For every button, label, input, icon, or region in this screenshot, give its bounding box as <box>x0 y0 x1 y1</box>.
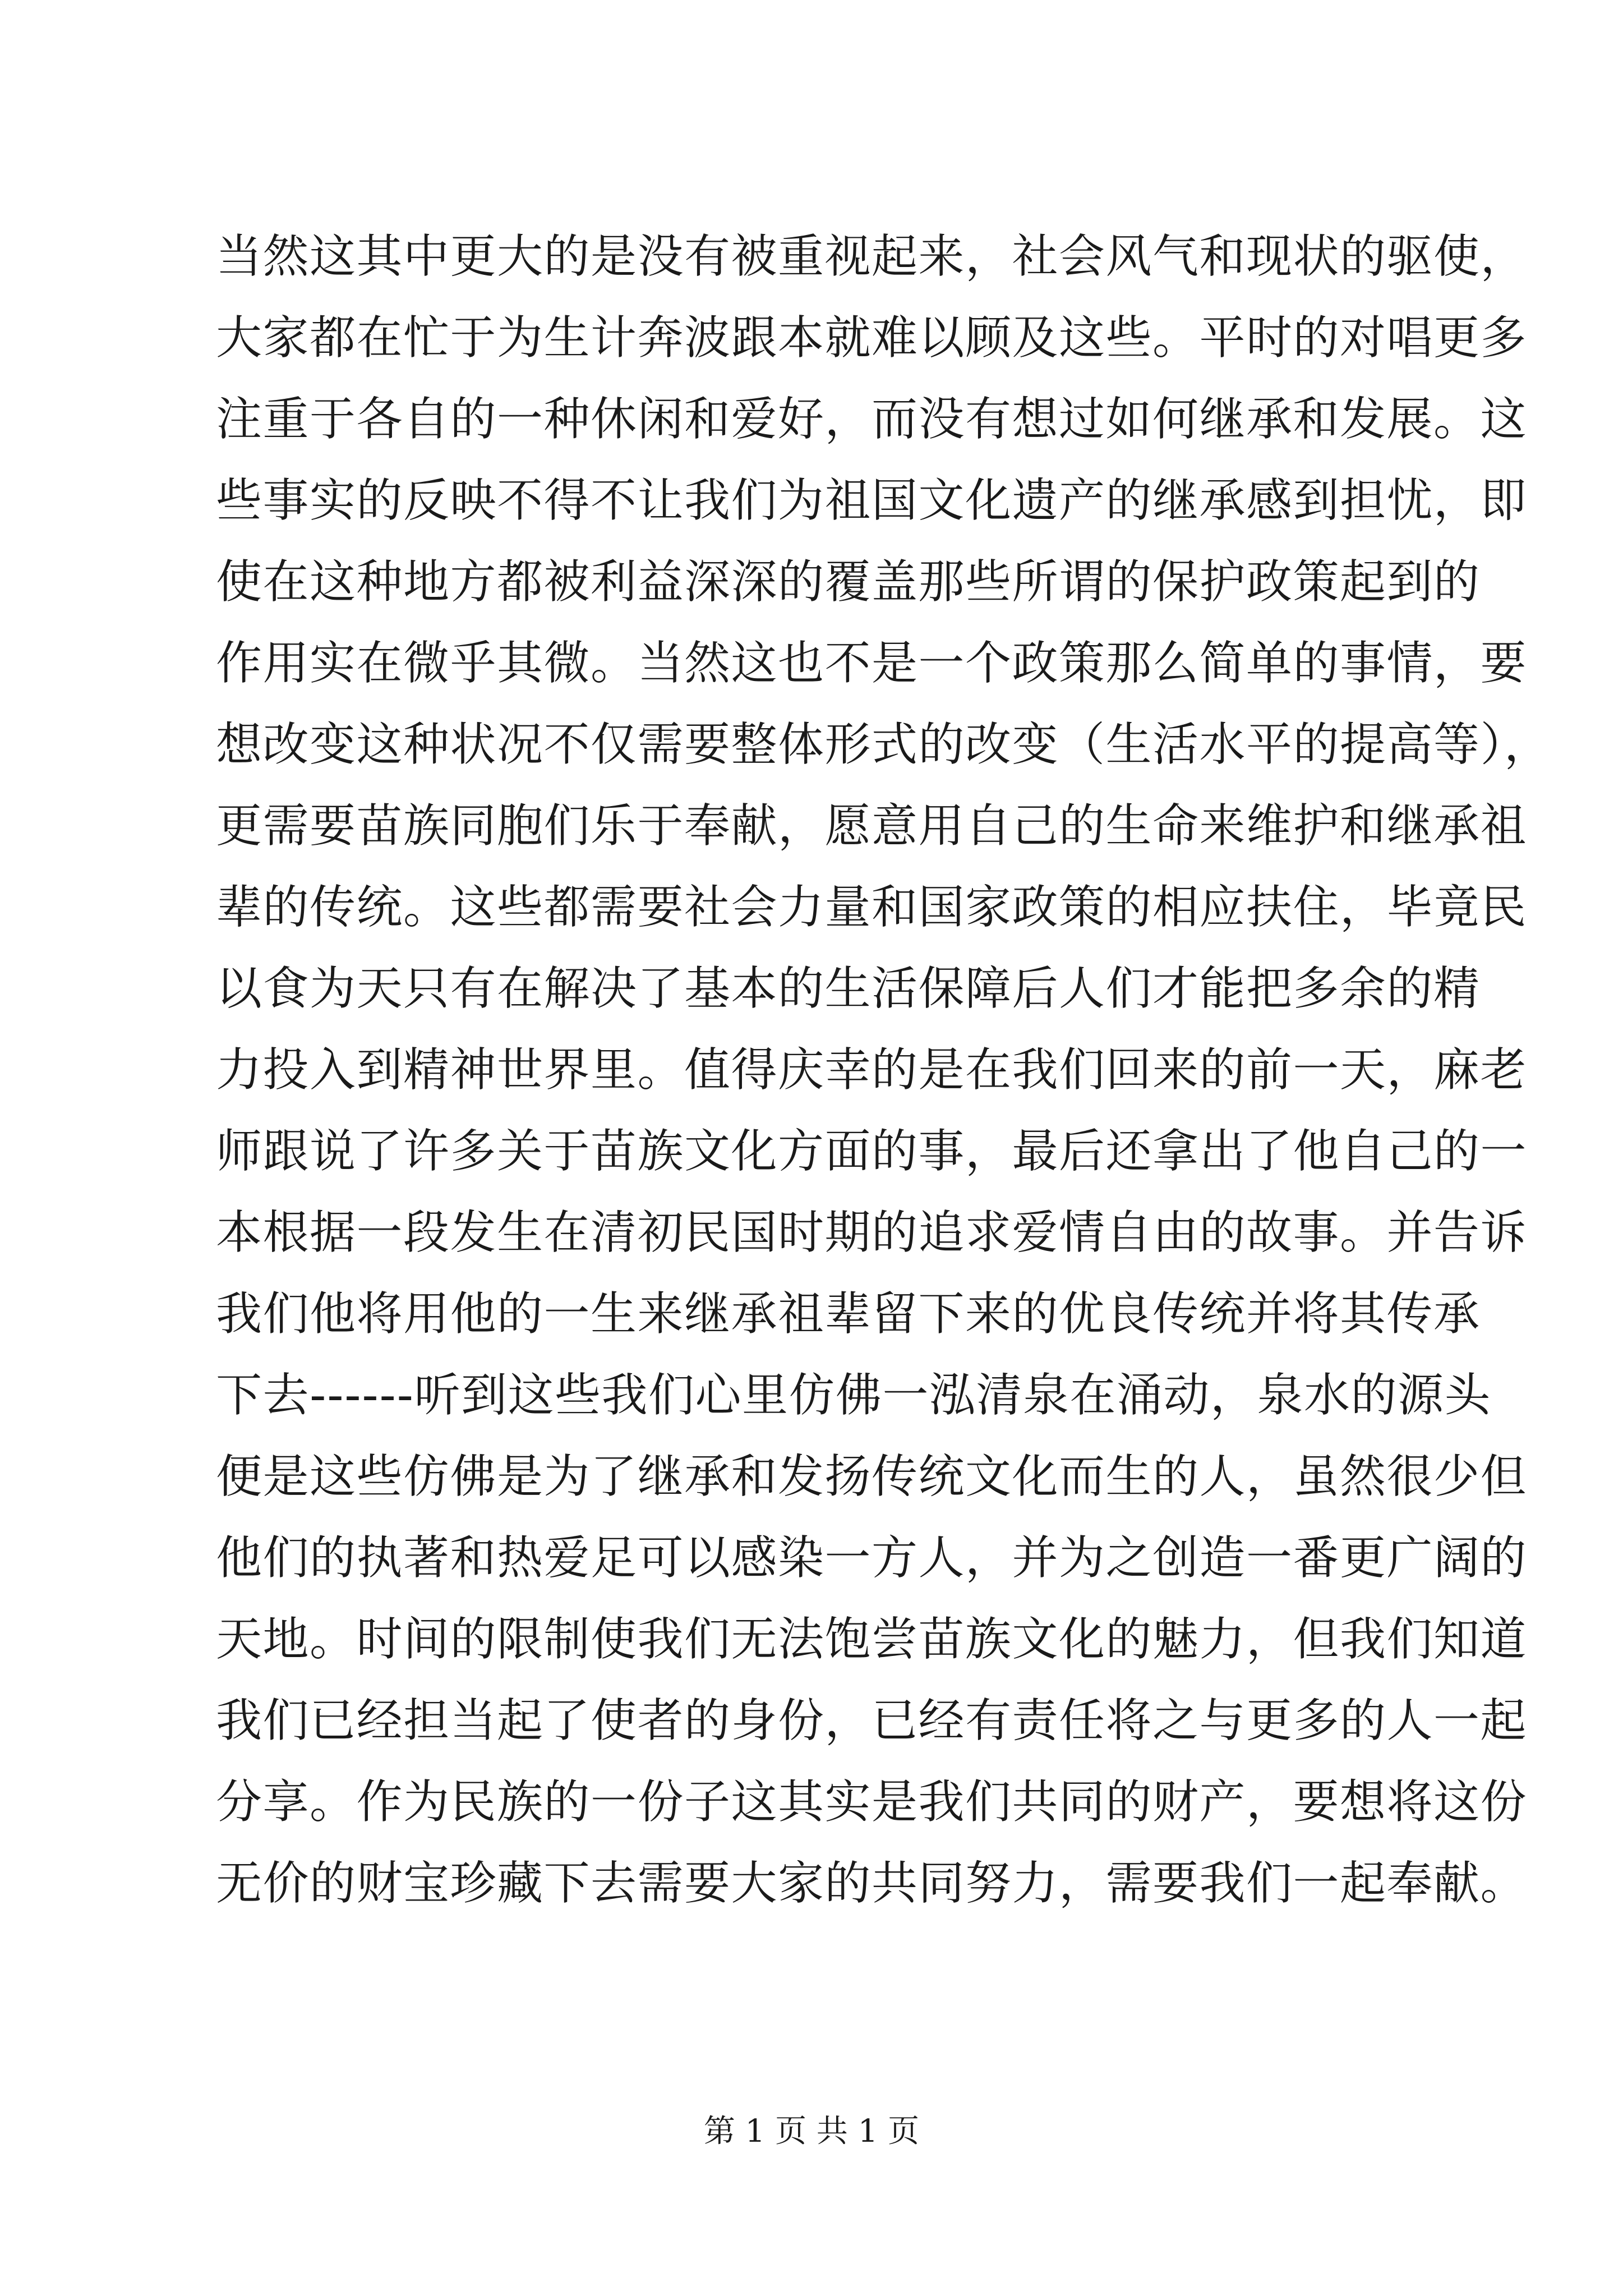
text-line: 师跟说了许多关于苗族文化方面的事，最后还拿出了他自己的一 <box>216 1125 1528 1178</box>
text-line: 更需要苗族同胞们乐于奉献，愿意用自己的生命来维护和继承祖 <box>216 799 1528 853</box>
text-line: 天地。时间的限制使我们无法饱尝苗族文化的魅力，但我们知道 <box>216 1613 1528 1666</box>
text-line: 辈的传统。这些都需要社会力量和国家政策的相应扶住，毕竟民 <box>216 881 1528 934</box>
text-line: 分享。作为民族的一份子这其实是我们共同的财产，要想将这份 <box>216 1775 1528 1829</box>
text-line: 我们已经担当起了使者的身份，已经有责任将之与更多的人一起 <box>216 1694 1528 1747</box>
page-number-footer: 第 1 页 共 1 页 <box>703 2113 920 2150</box>
text-line: 使在这种地方都被利益深深的覆盖那些所谓的保护政策起到的 <box>216 555 1481 609</box>
text-line: 当然这其中更大的是没有被重视起来，社会风气和现状的驱使， <box>216 230 1528 283</box>
text-line: 力投入到精神世界里。值得庆幸的是在我们回来的前一天，麻老 <box>216 1043 1528 1097</box>
text-line: 以食为天只有在解决了基本的生活保障后人们才能把多余的精 <box>216 962 1481 1015</box>
text-line: 注重于各自的一种休闲和爱好，而没有想过如何继承和发展。这 <box>216 393 1528 446</box>
text-line: 无价的财宝珍藏下去需要大家的共同努力，需要我们一起奉献。 <box>216 1857 1528 1910</box>
text-line: 他们的执著和热爱足可以感染一方人，并为之创造一番更广阔的 <box>216 1531 1528 1585</box>
text-line: 大家都在忙于为生计奔波跟本就难以顾及这些。平时的对唱更多 <box>216 311 1528 365</box>
text-line: 作用实在微乎其微。当然这也不是一个政策那么简单的事情，要 <box>216 637 1528 690</box>
body-paragraph <box>216 216 1551 1924</box>
text-line: 便是这些仿佛是为了继承和发扬传统文化而生的人，虽然很少但 <box>216 1450 1528 1503</box>
text-line: 想改变这种状况不仅需要整体形式的改变（生活水平的提高等）， <box>216 718 1551 771</box>
text-line: 下去------听到这些我们心里仿佛一泓清泉在涌动，泉水的源头 <box>216 1369 1492 1422</box>
text-line: 我们他将用他的一生来继承祖辈留下来的优良传统并将其传承 <box>216 1287 1481 1341</box>
text-line: 本根据一段发生在清初民国时期的追求爱情自由的故事。并告诉 <box>216 1206 1528 1259</box>
text-line: 些事实的反映不得不让我们为祖国文化遗产的继承感到担忧，即 <box>216 474 1528 527</box>
